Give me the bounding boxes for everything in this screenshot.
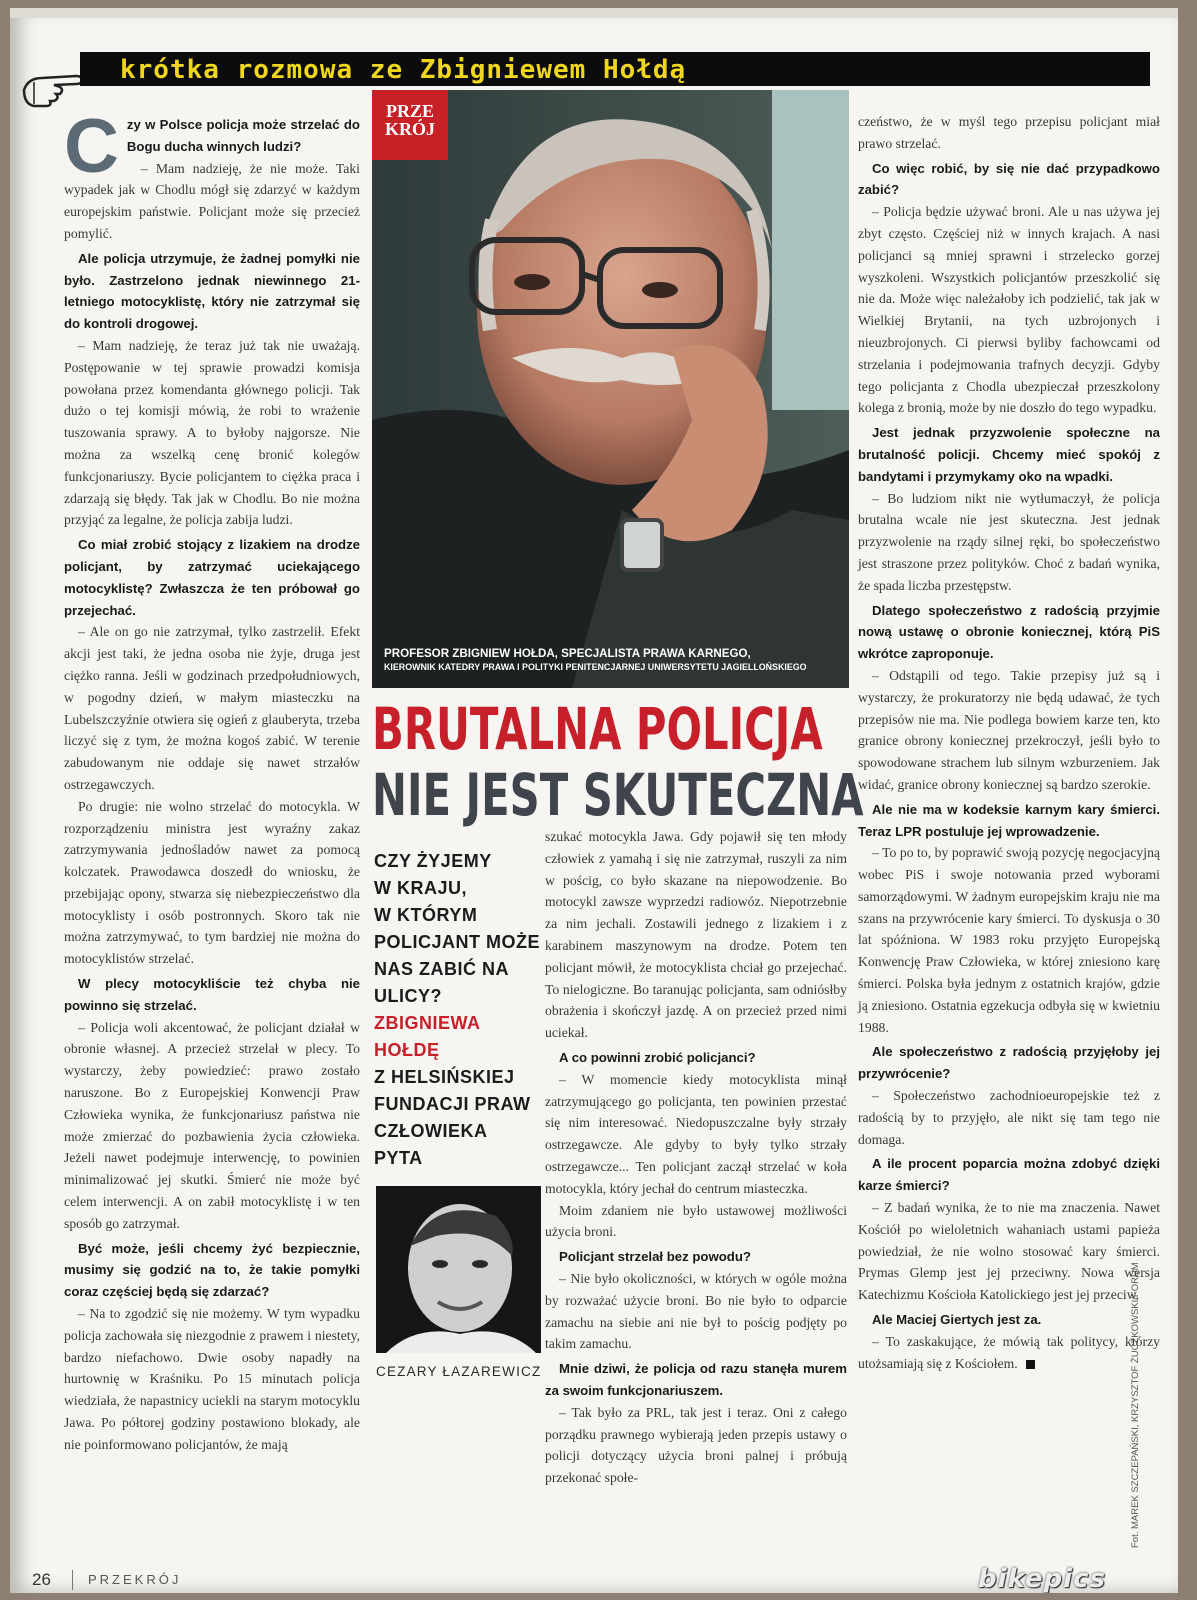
question-paragraph: Policjant strzelał bez powodu?: [559, 1249, 751, 1265]
question-paragraph: Ale policja utrzymuje, że żadnej pomyłki nie było. Zastrzelono jednak niewinnego 21-letniego motocyklistę, który nie zatrzymał się do kontroli drogowej.: [64, 250, 360, 332]
question-paragraph: A ile procent poparcia można zdobyć dzięki karze śmierci?: [858, 1156, 1160, 1194]
question-paragraph: Być może, jeśli chcemy żyć bezpiecznie, musimy się godzić na to, że takie pomyłki coraz częściej będą się zdarzać?: [64, 1240, 360, 1300]
answer-paragraph: – To po to, by poprawić swoją pozycję negocjacyjną wobec PiS i swoje notowania przed wyborami samorządowymi. W żadnym europejskim kraju nie ma szans na przywrócenie kary śmierci. To dyskusja o 30 lat spóźniona. W 1983 roku przyjęto Europejską Konwencję Praw Człowieka, w której zniesiono karę śmierci. Polska była jednym z ostatnich krajów, gdzie ją zniesiono. Ostatnia egzekucja odbyła się w kwietniu 1988.: [858, 845, 1160, 1035]
article-column-1: [64, 104, 360, 1456]
lead-line: W KRAJU,: [374, 878, 467, 898]
article-column-3: [858, 111, 1160, 1374]
answer-paragraph: – Społeczeństwo zachodnioeuropejskie też z radością by to przyjęło, ale nikt się tam tego nie domaga.: [858, 1088, 1160, 1147]
answer-paragraph: – Tak było za PRL, tak jest i teraz. Oni z całego porządku prawnego wybierają jeden przepis ustawy o policji dotyczący użycia broni palnej i próbują przekonać społe-: [545, 1404, 847, 1486]
question-paragraph: Co więc robić, by się nie dać przypadkowo zabić?: [858, 160, 1160, 198]
kicker-title: krótka rozmowa ze Zbigniewem Hołdą: [120, 55, 687, 85]
lead-line: ULICY?: [374, 986, 442, 1006]
footer-divider: [72, 1570, 73, 1590]
answer-paragraph: – Mam nadzieję, że nie może. Taki wypadek jak w Chodlu mógł się zdarzyć w każdym europejskim państwie. Policjant może się przecież pomylić.: [64, 160, 360, 241]
answer-paragraph: Moim zdaniem nie było ustawowej możliwości użycia broni.: [545, 1202, 847, 1240]
answer-paragraph: – W momencie kiedy motocyklista minął zatrzymującego go policjanta, ten powinien przestać się nim interesować. Niedopuszczalne były strzały ostrzegawcze. Ale gdyby to były tylko strzały ostrzegawcze... Ten policjant zaczął strzelać w koła motocykla, który jechał do centrum miasteczka.: [545, 1071, 847, 1196]
lead-line: CZY ŻYJEMY: [374, 851, 492, 871]
answer-paragraph: szukać motocykla Jawa. Gdy pojawił się ten młody człowiek z yamahą i się nie zatrzymał, ruszyli za nim w pościg, co było skazane na niepowodzenie. Bo motocykl zawsze wyprzedzi radiowóz. Niepotrzebnie za nim jechali. Zostawili jednego z lizakiem i z karabinem maszynowym na drodze. Potem ten policjant mówił, że motocyklista chciał go przejechać. To nielogiczne. Bo taranując policjanta, sam odniósłby obrażenia i skończył jazdę. A on przecież przed nimi uciekał.: [545, 829, 847, 1041]
answer-paragraph: [858, 1331, 1160, 1375]
answer-paragraph: – Nie było okoliczności, w których w ogóle można by rozważać użycie broni. Bo nie było to odparcie zamachu na siebie ani nie był to pościg podjęty po takim zamachu.: [545, 1270, 847, 1352]
question-paragraph: Ale społeczeństwo z radością przyjęłoby jej przywrócenie?: [858, 1044, 1160, 1082]
answer-paragraph: – Z badań wynika, że to nie ma znaczenia. Nawet Kościół po wieloletnich wahaniach ustami papieża powiedział, że nie wolno stosować kary śmierci. Prymas Glemp jest jej przeciwny. Nowa wersja Katechizmu Kościoła Katolickiego jest jej przeciw.: [858, 1200, 1160, 1303]
answer-paragraph: – Ale on go nie zatrzymał, tylko zastrzelił. Efekt akcji jest taki, że jedna osoba nie żyje, druga jest ciężko ranna. Jeśli w godzinach przedpołudniowych, w pogodny dzień, w małym miasteczku na Lubelszczyźnie otwiera się ogień z glauberyta, trzeba liczyć się z tym, że można kogoś zabić. W terenie zabudowanym nie oddaje się nawet strzałów ostrzegawczych.: [64, 624, 360, 792]
answer-paragraph: – Policja będzie używać broni. Ale u nas używa jej zbyt często. Częściej niż w innych krajach. A nasi policjanci są mniej sprawni i strzelecko gorzej wyszkoleni. Wszystkich policjantów przeszkolić się nie da. Może więc należałoby ich podzielić, tak jak w Wielkiej Brytanii, na tych uzbrojonych i nieuzbrojonych. Ci pierwsi byliby fachowcami od strzelania i podejmowania trafnych decyzji. Gdyby tego policjanta z Chodla ubezpieczał przeszkolony kolega z bronią, może by nie doszło do tego wypadku.: [858, 204, 1160, 416]
answer-paragraph: – Na to zgodzić się nie możemy. W tym wypadku policja zachowała się niezgodnie z prawem i niestety, bardzo niefachowo. Dwie osoby napadły na hurtownię w Kraśniku. Po 15 minutach policja wiedziała, że napastnicy uciekli na starym motocyklu Jawa. Po półtorej godziny postawiono blokady, ale nie poinformowano policjantów, że mają: [64, 1306, 360, 1452]
drop-cap: C: [64, 104, 119, 189]
answer-paragraph: – Odstąpili od tego. Takie przepisy już są i wystarczy, że prokuratorzy nie będą udawać, że tych przepisów nie ma. Nie podlega bowiem karze ten, kto granice obrony koniecznej przekroczył, jeśli było to spowodowane strachem lub silnym wzburzeniem. Jak widać, granice obrony koniecznej są bardzo szerokie.: [858, 667, 1160, 792]
main-portrait-photo: [372, 90, 849, 688]
lead-line: W KTÓRYM: [374, 905, 478, 925]
page-top-edge: [10, 8, 1178, 18]
headline-line-1: BRUTALNA POLICJA: [372, 695, 823, 763]
end-of-article-mark: [1026, 1360, 1035, 1369]
answer-paragraph: Po drugie: nie wolno strzelać do motocykla. W rozporządzeniu ministra jest wyraźny zakaz zatrzymywania jednośladów nawet za pomocą kolczatek. Prawodawca doszedł do wniosku, że przebijając opony, stwarza się niebezpieczeństwo dla motocyklisty i osób postronnych. Skoro tak nie można zatrzymywać, to tym bardziej nie można do motocyklistów strzelać.: [64, 798, 360, 967]
question-paragraph: Dlatego społeczeństwo z radością przyjmie nową ustawę o obronie koniecznej, którą PiS wkrótce zaproponuje.: [858, 602, 1160, 662]
question-paragraph: Mnie dziwi, że policja od razu stanęła murem za swoim funkcjonariuszem.: [545, 1361, 847, 1398]
lead-name-line: HOŁDĘ: [374, 1040, 440, 1060]
lead-line: POLICJANT MOŻE: [374, 932, 541, 952]
answer-paragraph: – Bo ludziom nikt nie wytłumaczył, że policja brutalna wcale nie jest skuteczna. Jest jednak przyzwolenie na rządy silnej ręki, bo społeczeństwo jest straszone przez polityków. Choć z badań wynika, że spada liczba przestępstw.: [858, 490, 1160, 593]
question-paragraph: Ale nie ma w kodeksie karnym kary śmierci. Teraz LPR postuluje jej wprowadzenie.: [858, 801, 1160, 839]
bikepics-watermark: bikepics: [978, 1564, 1106, 1593]
magazine-page: [10, 8, 1178, 1593]
photo-caption-line-1: PROFESOR ZBIGNIEW HOŁDA, SPECJALISTA PRAWA KARNEGO,: [384, 647, 751, 660]
question-paragraph: W plecy motocykliście też chyba nie powinno się strzelać.: [64, 976, 360, 1013]
page-number: 26: [32, 1570, 51, 1589]
article-column-2: [545, 826, 847, 1489]
photo-credit: Fot. MAREK SZCZEPAŃSKI, KRZYSZTOF ŻUCZKOWSKI/FORUM: [1130, 1262, 1141, 1548]
lead-line: NAS ZABIĆ NA: [374, 959, 509, 979]
author-name: CEZARY ŁAZAREWICZ: [376, 1364, 542, 1379]
answer-paragraph: – Mam nadzieję, że teraz już tak nie uważają. Postępowanie w tej sprawie prowadzi komisja powołana przez komendanta głównego policji. Tak dużo o tej komisji mówią, że robi to wrażenie tuszowania sprawy. A to byłoby najgorsze. Nie można za wszelką cenę bronić kolegów funkcjonariuszy. Bycie policjantem to ciężka praca i zdarzają się błędy. Tak jak w Chodlu. Bo nie można przyjąć za legalne, że policja zabija ludzi.: [64, 337, 360, 528]
question-paragraph: Jest jednak przyzwolenie społeczne na brutalność policji. Chcemy mieć spokój z bandytami i przymykamy oko na wpadki.: [858, 425, 1160, 484]
magazine-name: PRZEKRÓJ: [88, 1572, 182, 1587]
lead-text: [374, 848, 544, 1172]
lead-line: FUNDACJI PRAW: [374, 1094, 531, 1114]
photo-caption: [384, 646, 844, 673]
answer-paragraph: czeństwo, że w myśl tego przepisu policjant miał prawo strzelać.: [858, 114, 1160, 151]
author-photo: [376, 1186, 541, 1353]
lead-line: Z HELSIŃSKIEJ: [374, 1067, 515, 1087]
photo-caption-line-2: KIEROWNIK KATEDRY PRAWA I POLITYKI PENITENCJARNEJ UNIWERSYTETU JAGIELLOŃSKIEGO: [384, 662, 807, 672]
question-paragraph: Co miał zrobić stojący z lizakiem na drodze policjant, by zatrzymać uciekającego motocyklistę? Zwłaszcza że ten próbował go przejechać.: [64, 537, 360, 618]
question-paragraph: A co powinni zrobić policjanci?: [559, 1049, 756, 1065]
question-paragraph: Ale Maciej Giertych jest za.: [872, 1312, 1042, 1328]
question-intro: zy w Polsce policja może strzelać do Bogu ducha winnych ludzi?: [126, 117, 360, 154]
headline-line-2: NIE JEST SKUTECZNA: [372, 761, 864, 829]
answer-paragraph: – Policja woli akcentować, że policjant działał w obronie własnej. A przecież strzelał w plecy. To wystarczy, żeby powiedzieć: prawo zostało naruszone. Bo z Europejskiej Konwencji Praw Człowieka wynika, że funkcjonariusz państwa nie może zmierzać do pozbawienia życia człowieka. Jeżeli nawet podejmuje interwencję, to powinien minimalizować jej skutki. Śmierć nie może być celem interwencji. A on zabił motocyklistę i w ten sposób go zatrzymał.: [64, 1019, 360, 1231]
przekroj-logo: PRZE KRÓJ: [384, 101, 435, 139]
article-headline: [372, 695, 864, 829]
lead-line: PYTA: [374, 1148, 423, 1168]
lead-line: CZŁOWIEKA: [374, 1121, 488, 1141]
final-answer-text: – To zaskakujące, że mówią tak politycy, którzy utożsamiają się z Kościołem.: [858, 1333, 1160, 1371]
lead-name-line: ZBIGNIEWA: [374, 1013, 481, 1033]
